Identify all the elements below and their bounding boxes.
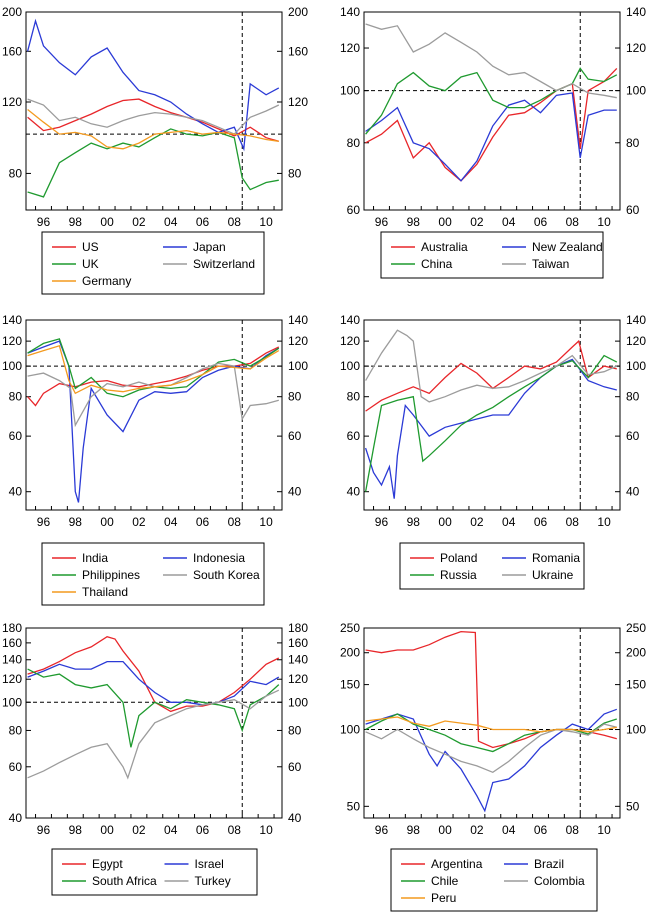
series-line-taiwan — [366, 24, 617, 98]
x-tick-label: 98 — [406, 215, 420, 229]
y-tick-label-left: 180 — [1, 621, 22, 635]
x-tick-label: 10 — [597, 215, 611, 229]
legend-label: Indonesia — [193, 551, 246, 565]
legend-label: Turkey — [194, 874, 231, 888]
x-tick-label: 00 — [438, 823, 452, 837]
y-tick-label-right: 100 — [626, 722, 647, 737]
x-tick-label: 00 — [100, 823, 114, 837]
y-tick-label-right: 80 — [288, 389, 302, 404]
legend-label: Switzerland — [193, 257, 256, 271]
x-tick-label: 02 — [132, 515, 146, 529]
legend-box — [381, 232, 603, 278]
y-tick-label-right: 60 — [288, 759, 302, 774]
x-tick-label: 02 — [470, 515, 484, 529]
y-tick-label-left: 40 — [8, 811, 22, 825]
legend-label: Australia — [421, 240, 468, 254]
x-tick-label: 00 — [438, 515, 452, 529]
y-tick-label-left: 120 — [1, 672, 22, 687]
legend — [400, 543, 584, 589]
legend-label: Philippines — [82, 568, 141, 582]
panel-4 — [340, 313, 646, 589]
y-tick-label-left: 140 — [339, 313, 360, 327]
x-tick-label: 96 — [36, 823, 51, 837]
legend-label: Israel — [194, 857, 224, 871]
panel-6 — [340, 621, 646, 911]
x-tick-label: 04 — [502, 215, 516, 229]
y-tick-label-left: 120 — [339, 41, 360, 56]
x-tick-label: 96 — [36, 515, 51, 529]
y-tick-label-right: 100 — [626, 83, 647, 98]
y-tick-label-left: 120 — [1, 334, 22, 349]
legend-label: Japan — [193, 240, 226, 254]
legend-label: Ukraine — [532, 568, 574, 582]
y-tick-label-left: 80 — [346, 389, 360, 404]
y-tick-label-left: 100 — [339, 359, 360, 374]
y-tick-label-right: 80 — [288, 166, 302, 181]
y-tick-label-right: 40 — [288, 484, 302, 499]
legend-label: New Zealand — [532, 240, 603, 254]
x-tick-label: 10 — [259, 515, 273, 529]
y-tick-label-right: 140 — [626, 313, 647, 327]
y-tick-label-right: 100 — [626, 359, 647, 374]
x-tick-label: 10 — [259, 823, 273, 837]
y-tick-label-right: 200 — [626, 645, 647, 660]
x-tick-label: 96 — [374, 823, 389, 837]
x-tick-label: 06 — [533, 515, 548, 529]
legend — [381, 232, 603, 278]
y-tick-label-left: 80 — [346, 135, 360, 150]
x-tick-label: 08 — [565, 215, 579, 229]
x-tick-label: 02 — [132, 823, 146, 837]
y-tick-label-right: 120 — [288, 334, 309, 349]
y-tick-label-right: 250 — [626, 621, 647, 635]
series-line-australia — [366, 68, 617, 180]
legend-label: India — [82, 551, 109, 565]
legend — [391, 849, 597, 911]
y-tick-label-right: 120 — [288, 672, 309, 687]
x-tick-label: 04 — [502, 515, 516, 529]
legend-box — [400, 543, 584, 589]
series-line-switzerland — [28, 99, 279, 134]
y-tick-label-left: 60 — [346, 203, 360, 217]
y-tick-label-right: 60 — [288, 429, 302, 444]
x-tick-label: 98 — [68, 823, 82, 837]
y-tick-label-right: 60 — [626, 203, 640, 217]
x-tick-label: 02 — [470, 823, 484, 837]
y-tick-label-left: 200 — [1, 5, 22, 19]
y-tick-label-right: 120 — [288, 94, 309, 109]
y-tick-label-left: 80 — [8, 723, 22, 738]
x-tick-label: 06 — [533, 215, 548, 229]
y-tick-label-left: 80 — [8, 389, 22, 404]
y-tick-label-left: 100 — [1, 695, 22, 710]
series-line-peru — [366, 717, 617, 732]
y-tick-label-left: 150 — [339, 677, 360, 692]
x-tick-label: 04 — [164, 515, 178, 529]
x-tick-label: 08 — [565, 823, 579, 837]
series-line-uk — [28, 129, 279, 197]
legend-label: Chile — [431, 874, 459, 888]
y-tick-label-right: 50 — [626, 799, 640, 814]
x-tick-label: 00 — [438, 215, 452, 229]
legend-label: Taiwan — [532, 257, 570, 271]
y-tick-label-left: 200 — [339, 645, 360, 660]
y-tick-label-left: 50 — [346, 799, 360, 814]
y-tick-label-right: 100 — [288, 695, 309, 710]
plot-frame — [26, 320, 282, 510]
series-line-china — [366, 68, 617, 134]
y-tick-label-right: 80 — [288, 723, 302, 738]
legend-label: Poland — [440, 551, 478, 565]
legend-label: UK — [82, 257, 99, 271]
x-tick-label: 02 — [132, 215, 146, 229]
legend-label: Argentina — [431, 857, 483, 871]
legend — [42, 543, 264, 605]
y-tick-label-right: 60 — [626, 429, 640, 444]
y-tick-label-right: 160 — [288, 44, 309, 59]
panel-2 — [340, 5, 646, 278]
legend-label: Thailand — [82, 585, 129, 599]
y-tick-label-left: 120 — [339, 334, 360, 349]
series-line-russia — [366, 356, 617, 492]
y-tick-label-right: 140 — [288, 313, 309, 327]
legend-label: South Korea — [193, 568, 260, 582]
legend-label: Brazil — [534, 857, 565, 871]
x-tick-label: 98 — [68, 515, 82, 529]
x-tick-label: 08 — [565, 515, 579, 529]
panel-1 — [2, 5, 308, 294]
x-tick-label: 02 — [470, 215, 484, 229]
plot-frame — [364, 12, 620, 210]
legend — [42, 232, 264, 294]
y-tick-label-left: 60 — [8, 429, 22, 444]
legend-label: Colombia — [534, 874, 585, 888]
y-tick-label-left: 250 — [339, 621, 360, 635]
y-tick-label-right: 40 — [626, 484, 640, 499]
legend-label: South Africa — [92, 874, 157, 888]
plot-frame — [364, 628, 620, 818]
y-tick-label-left: 60 — [8, 759, 22, 774]
series-line-poland — [366, 341, 617, 411]
x-tick-label: 00 — [100, 515, 114, 529]
legend-label: Germany — [82, 274, 132, 288]
x-tick-label: 06 — [195, 515, 210, 529]
y-tick-label-left: 100 — [339, 83, 360, 98]
x-tick-label: 10 — [597, 515, 611, 529]
series-line-south-korea — [28, 363, 279, 425]
y-tick-label-left: 140 — [339, 5, 360, 19]
y-tick-label-right: 160 — [288, 635, 309, 650]
y-tick-label-left: 60 — [346, 429, 360, 444]
x-tick-label: 98 — [68, 215, 82, 229]
y-tick-label-right: 180 — [288, 621, 309, 635]
y-tick-label-right: 120 — [626, 41, 647, 56]
y-tick-label-left: 100 — [1, 359, 22, 374]
legend — [52, 849, 257, 895]
legend-box — [52, 849, 257, 895]
x-tick-label: 08 — [227, 215, 241, 229]
y-tick-label-right: 150 — [626, 677, 647, 692]
x-tick-label: 96 — [374, 515, 389, 529]
y-tick-label-right: 200 — [288, 5, 309, 19]
y-tick-label-left: 140 — [1, 313, 22, 327]
legend-label: US — [82, 240, 99, 254]
legend-label: China — [421, 257, 453, 271]
legend-label: Peru — [431, 891, 457, 905]
series-line-egypt — [28, 637, 279, 712]
x-tick-label: 06 — [533, 823, 548, 837]
series-line-japan — [28, 21, 279, 149]
y-tick-label-left: 80 — [8, 166, 22, 181]
x-tick-label: 08 — [227, 823, 241, 837]
x-tick-label: 98 — [406, 515, 420, 529]
y-tick-label-left: 40 — [346, 484, 360, 499]
x-tick-label: 98 — [406, 823, 420, 837]
y-tick-label-right: 80 — [626, 389, 640, 404]
x-tick-label: 96 — [374, 215, 389, 229]
y-tick-label-right: 100 — [288, 359, 309, 374]
y-tick-label-left: 140 — [1, 652, 22, 667]
x-tick-label: 04 — [164, 823, 178, 837]
legend-label: Egypt — [92, 857, 123, 871]
series-line-south-africa — [28, 669, 279, 747]
x-tick-label: 96 — [36, 215, 51, 229]
y-tick-label-left: 160 — [1, 44, 22, 59]
x-tick-label: 10 — [259, 215, 273, 229]
panel-5 — [2, 621, 308, 895]
y-tick-label-right: 80 — [626, 135, 640, 150]
legend-label: Russia — [440, 568, 477, 582]
y-tick-label-right: 140 — [288, 652, 309, 667]
series-line-brazil — [366, 709, 617, 811]
x-tick-label: 08 — [227, 515, 241, 529]
x-tick-label: 06 — [195, 823, 210, 837]
y-tick-label-left: 120 — [1, 94, 22, 109]
x-tick-label: 04 — [164, 215, 178, 229]
x-tick-label: 06 — [195, 215, 210, 229]
series-line-romania — [366, 359, 617, 498]
x-tick-label: 04 — [502, 823, 516, 837]
y-tick-label-right: 140 — [626, 5, 647, 19]
y-tick-label-left: 40 — [8, 484, 22, 499]
y-tick-label-left: 100 — [339, 722, 360, 737]
y-tick-label-right: 120 — [626, 334, 647, 349]
legend-label: Romania — [532, 551, 581, 565]
panel-3 — [2, 313, 308, 605]
y-tick-label-right: 40 — [288, 811, 302, 825]
y-tick-label-left: 160 — [1, 635, 22, 650]
x-tick-label: 10 — [597, 823, 611, 837]
x-tick-label: 00 — [100, 215, 114, 229]
